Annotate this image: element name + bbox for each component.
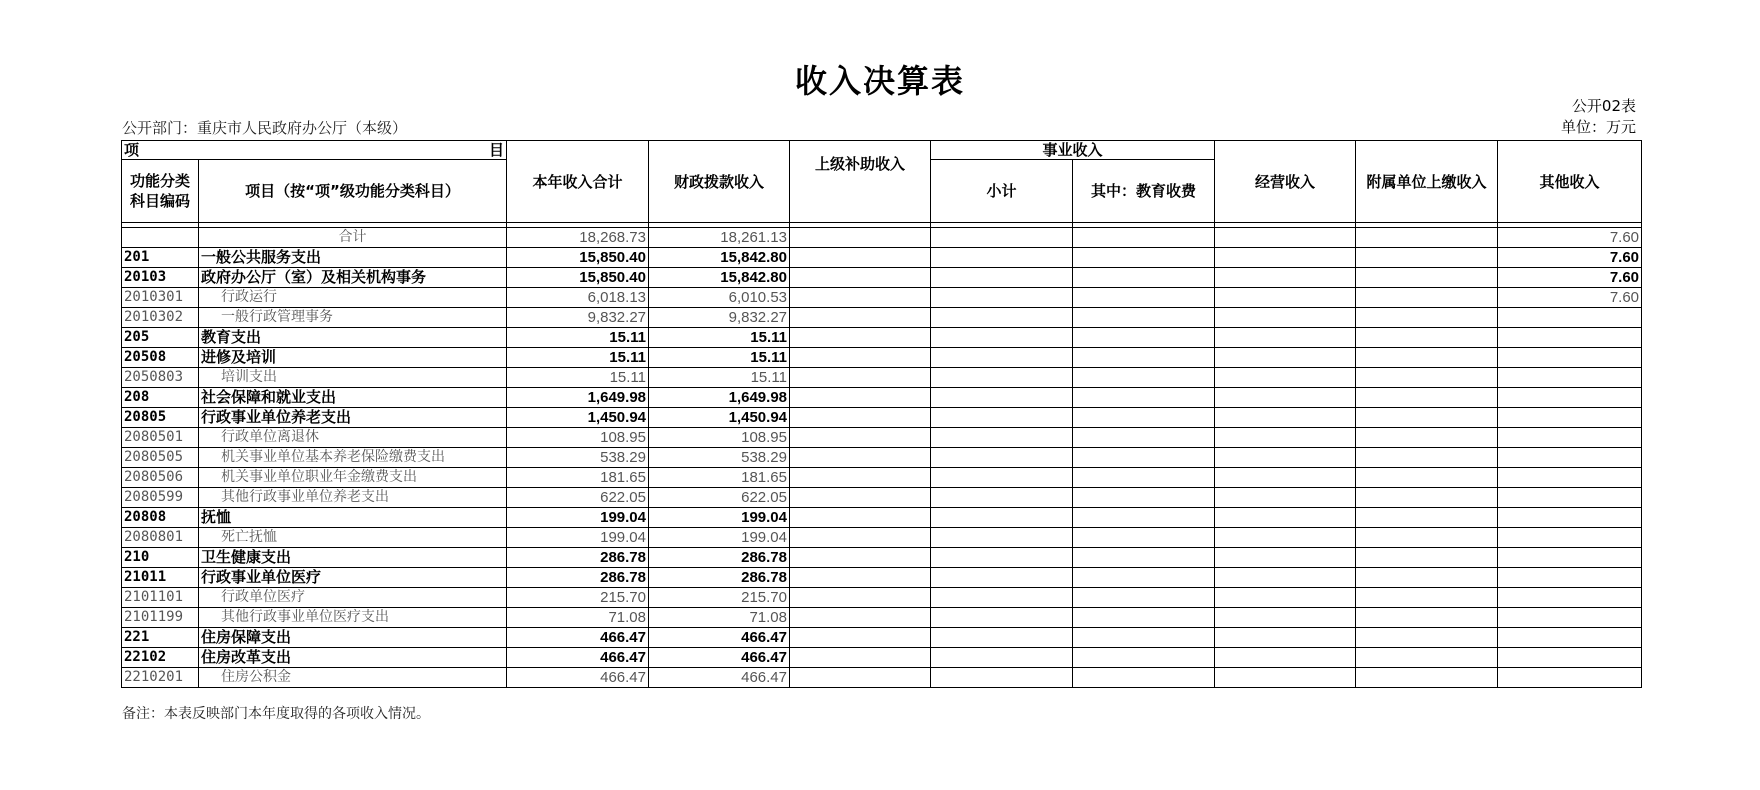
row-fiscal: 622.05 <box>649 488 790 508</box>
row-code: 2050803 <box>122 368 199 388</box>
row-fiscal: 286.78 <box>649 568 790 588</box>
header-affiliated: 附属单位上缴收入 <box>1356 141 1498 223</box>
row-fiscal: 15.11 <box>649 348 790 368</box>
row-operating <box>1215 348 1356 368</box>
row-operating <box>1215 648 1356 668</box>
row-operating <box>1215 588 1356 608</box>
header-superior: 上级补助收入 <box>790 141 931 223</box>
row-operating <box>1215 288 1356 308</box>
row-fiscal: 286.78 <box>649 548 790 568</box>
row-other: 7.60 <box>1498 248 1642 268</box>
row-operating <box>1215 448 1356 468</box>
row-subtotal <box>931 488 1073 508</box>
row-code: 2010302 <box>122 308 199 328</box>
row-superior <box>790 628 931 648</box>
row-other <box>1498 348 1642 368</box>
row-operating <box>1215 408 1356 428</box>
row-total-income: 15.11 <box>507 348 649 368</box>
row-name: 行政事业单位医疗 <box>199 568 507 588</box>
row-subtotal <box>931 588 1073 608</box>
row-fiscal: 9,832.27 <box>649 308 790 328</box>
row-total-income: 1,649.98 <box>507 388 649 408</box>
row-affiliated <box>1356 468 1498 488</box>
row-other <box>1498 568 1642 588</box>
row-edu-fee <box>1073 408 1215 428</box>
row-other <box>1498 608 1642 628</box>
row-edu-fee <box>1073 428 1215 448</box>
row-code: 201 <box>122 248 199 268</box>
row-other: 7.60 <box>1498 268 1642 288</box>
row-other <box>1498 628 1642 648</box>
row-name: 教育支出 <box>199 328 507 348</box>
row-superior <box>790 428 931 448</box>
row-fiscal: 1,450.94 <box>649 408 790 428</box>
row-subtotal <box>931 668 1073 688</box>
row-name: 抚恤 <box>199 508 507 528</box>
row-affiliated <box>1356 308 1498 328</box>
row-affiliated <box>1356 528 1498 548</box>
row-affiliated <box>1356 448 1498 468</box>
row-name: 行政运行 <box>199 288 507 308</box>
row-total-income: 466.47 <box>507 648 649 668</box>
row-code: 205 <box>122 328 199 348</box>
table-row <box>122 308 1642 328</box>
row-subtotal <box>931 288 1073 308</box>
row-name: 住房保障支出 <box>199 628 507 648</box>
row-edu-fee <box>1073 328 1215 348</box>
header-undertaking: 事业收入 <box>931 141 1215 160</box>
row-other <box>1498 308 1642 328</box>
row-name: 行政事业单位养老支出 <box>199 408 507 428</box>
row-operating <box>1215 268 1356 288</box>
row-affiliated <box>1356 628 1498 648</box>
row-subtotal <box>931 508 1073 528</box>
row-name: 死亡抚恤 <box>199 528 507 548</box>
row-total-income: 286.78 <box>507 568 649 588</box>
row-other <box>1498 368 1642 388</box>
table-row <box>122 448 1642 468</box>
row-other <box>1498 548 1642 568</box>
table-row <box>122 348 1642 368</box>
row-fiscal: 181.65 <box>649 468 790 488</box>
row-other <box>1498 388 1642 408</box>
row-edu-fee <box>1073 588 1215 608</box>
row-name: 其他行政事业单位医疗支出 <box>199 608 507 628</box>
header-subtotal: 小计 <box>931 160 1073 223</box>
header-other: 其他收入 <box>1498 141 1642 223</box>
row-affiliated <box>1356 248 1498 268</box>
row-code: 22102 <box>122 648 199 668</box>
row-superior <box>790 248 931 268</box>
department-label: 公开部门：重庆市人民政府办公厅（本级） <box>122 119 408 137</box>
row-operating <box>1215 508 1356 528</box>
row-affiliated <box>1356 588 1498 608</box>
row-superior <box>790 368 931 388</box>
table-row <box>122 568 1642 588</box>
row-affiliated <box>1356 388 1498 408</box>
row-affiliated <box>1356 548 1498 568</box>
row-fiscal: 108.95 <box>649 428 790 448</box>
row-superior <box>790 488 931 508</box>
header-operating: 经营收入 <box>1215 141 1356 223</box>
row-subtotal <box>931 368 1073 388</box>
row-name: 行政单位医疗 <box>199 588 507 608</box>
row-other: 7.60 <box>1498 288 1642 308</box>
row-superior <box>790 668 931 688</box>
row-code: 2080506 <box>122 468 199 488</box>
row-name: 住房改革支出 <box>199 648 507 668</box>
row-total-income: 466.47 <box>507 628 649 648</box>
row-edu-fee <box>1073 228 1215 248</box>
row-superior <box>790 408 931 428</box>
header-edu-fee: 其中：教育收费 <box>1073 160 1215 223</box>
row-total-income: 1,450.94 <box>507 408 649 428</box>
row-code: 20805 <box>122 408 199 428</box>
row-code: 2210201 <box>122 668 199 688</box>
row-total-income: 286.78 <box>507 548 649 568</box>
row-total-income: 466.47 <box>507 668 649 688</box>
row-operating <box>1215 528 1356 548</box>
table-row <box>122 368 1642 388</box>
row-subtotal <box>931 308 1073 328</box>
table-row <box>122 508 1642 528</box>
row-other: 7.60 <box>1498 228 1642 248</box>
row-name: 社会保障和就业支出 <box>199 388 507 408</box>
table-row <box>122 248 1642 268</box>
row-code: 2080501 <box>122 428 199 448</box>
row-code: 20808 <box>122 508 199 528</box>
row-operating <box>1215 568 1356 588</box>
row-affiliated <box>1356 268 1498 288</box>
row-total-income: 199.04 <box>507 528 649 548</box>
row-operating <box>1215 628 1356 648</box>
row-total-income: 15.11 <box>507 328 649 348</box>
row-fiscal: 1,649.98 <box>649 388 790 408</box>
row-edu-fee <box>1073 548 1215 568</box>
row-affiliated <box>1356 488 1498 508</box>
row-fiscal: 6,010.53 <box>649 288 790 308</box>
row-edu-fee <box>1073 668 1215 688</box>
row-other <box>1498 428 1642 448</box>
row-affiliated <box>1356 288 1498 308</box>
row-code: 2101199 <box>122 608 199 628</box>
row-total-income: 15,850.40 <box>507 268 649 288</box>
row-fiscal: 466.47 <box>649 648 790 668</box>
row-other <box>1498 468 1642 488</box>
row-operating <box>1215 248 1356 268</box>
row-subtotal <box>931 568 1073 588</box>
unit-label: 单位：万元 <box>1560 118 1636 136</box>
table-row <box>122 528 1642 548</box>
row-superior <box>790 468 931 488</box>
row-superior <box>790 308 931 328</box>
row-operating <box>1215 368 1356 388</box>
row-subtotal <box>931 648 1073 668</box>
row-total-income: 108.95 <box>507 428 649 448</box>
row-other <box>1498 588 1642 608</box>
row-superior <box>790 328 931 348</box>
row-code: 208 <box>122 388 199 408</box>
row-superior <box>790 288 931 308</box>
row-superior <box>790 388 931 408</box>
row-name: 行政单位离退休 <box>199 428 507 448</box>
row-code: 210 <box>122 548 199 568</box>
row-name: 其他行政事业单位养老支出 <box>199 488 507 508</box>
row-other <box>1498 648 1642 668</box>
income-table <box>121 140 1642 688</box>
row-affiliated <box>1356 648 1498 668</box>
row-operating <box>1215 428 1356 448</box>
row-total-income: 622.05 <box>507 488 649 508</box>
row-superior <box>790 268 931 288</box>
row-superior <box>790 568 931 588</box>
row-total-income: 215.70 <box>507 588 649 608</box>
row-subtotal <box>931 408 1073 428</box>
row-edu-fee <box>1073 528 1215 548</box>
row-edu-fee <box>1073 268 1215 288</box>
row-code: 2101101 <box>122 588 199 608</box>
row-edu-fee <box>1073 388 1215 408</box>
row-code: 21011 <box>122 568 199 588</box>
row-subtotal <box>931 628 1073 648</box>
row-edu-fee <box>1073 628 1215 648</box>
row-subtotal <box>931 448 1073 468</box>
row-total-income: 71.08 <box>507 608 649 628</box>
row-superior <box>790 448 931 468</box>
header-total-income: 本年收入合计 <box>507 141 649 223</box>
row-total-income: 538.29 <box>507 448 649 468</box>
row-edu-fee <box>1073 508 1215 528</box>
row-superior <box>790 548 931 568</box>
row-name: 一般公共服务支出 <box>199 248 507 268</box>
row-edu-fee <box>1073 488 1215 508</box>
row-code: 221 <box>122 628 199 648</box>
row-subtotal <box>931 528 1073 548</box>
row-name: 一般行政管理事务 <box>199 308 507 328</box>
row-fiscal: 15,842.80 <box>649 248 790 268</box>
table-row <box>122 468 1642 488</box>
table-row <box>122 268 1642 288</box>
row-operating <box>1215 228 1356 248</box>
row-fiscal: 466.47 <box>649 628 790 648</box>
header-func-code: 功能分类科目编码 <box>122 160 199 223</box>
row-name: 合计 <box>199 228 507 248</box>
row-affiliated <box>1356 508 1498 528</box>
row-affiliated <box>1356 228 1498 248</box>
row-other <box>1498 408 1642 428</box>
row-operating <box>1215 308 1356 328</box>
footnote: 备注：本表反映部门本年度取得的各项收入情况。 <box>122 706 430 722</box>
row-superior <box>790 588 931 608</box>
row-edu-fee <box>1073 608 1215 628</box>
row-affiliated <box>1356 428 1498 448</box>
row-fiscal: 15.11 <box>649 328 790 348</box>
row-fiscal: 15.11 <box>649 368 790 388</box>
row-edu-fee <box>1073 468 1215 488</box>
row-subtotal <box>931 548 1073 568</box>
row-superior <box>790 528 931 548</box>
row-name: 卫生健康支出 <box>199 548 507 568</box>
table-row <box>122 388 1642 408</box>
row-fiscal: 466.47 <box>649 668 790 688</box>
table-row <box>122 288 1642 308</box>
row-code: 2080801 <box>122 528 199 548</box>
row-affiliated <box>1356 348 1498 368</box>
table-row <box>122 548 1642 568</box>
table-row <box>122 328 1642 348</box>
header-item-name: 项目（按“项”级功能分类科目） <box>199 160 507 223</box>
row-subtotal <box>931 348 1073 368</box>
row-code: 2080599 <box>122 488 199 508</box>
row-fiscal: 199.04 <box>649 508 790 528</box>
row-other <box>1498 448 1642 468</box>
table-row <box>122 228 1642 248</box>
row-operating <box>1215 488 1356 508</box>
row-edu-fee <box>1073 288 1215 308</box>
row-operating <box>1215 328 1356 348</box>
row-fiscal: 199.04 <box>649 528 790 548</box>
row-code: 2080505 <box>122 448 199 468</box>
row-other <box>1498 668 1642 688</box>
row-edu-fee <box>1073 248 1215 268</box>
row-name: 住房公积金 <box>199 668 507 688</box>
table-row <box>122 668 1642 688</box>
row-code: 20103 <box>122 268 199 288</box>
row-operating <box>1215 468 1356 488</box>
row-code: 20508 <box>122 348 199 368</box>
row-affiliated <box>1356 668 1498 688</box>
row-affiliated <box>1356 368 1498 388</box>
form-code: 公开02表 <box>1571 97 1636 115</box>
row-fiscal: 215.70 <box>649 588 790 608</box>
row-subtotal <box>931 248 1073 268</box>
table-row <box>122 588 1642 608</box>
table-row <box>122 648 1642 668</box>
row-superior <box>790 508 931 528</box>
row-subtotal <box>931 328 1073 348</box>
row-affiliated <box>1356 408 1498 428</box>
row-subtotal <box>931 388 1073 408</box>
table-row <box>122 428 1642 448</box>
row-edu-fee <box>1073 348 1215 368</box>
row-subtotal <box>931 468 1073 488</box>
row-edu-fee <box>1073 648 1215 668</box>
row-operating <box>1215 388 1356 408</box>
table-row <box>122 408 1642 428</box>
row-name: 机关事业单位基本养老保险缴费支出 <box>199 448 507 468</box>
row-other <box>1498 508 1642 528</box>
row-total-income: 9,832.27 <box>507 308 649 328</box>
row-operating <box>1215 608 1356 628</box>
row-total-income: 15.11 <box>507 368 649 388</box>
table-row <box>122 628 1642 648</box>
row-fiscal: 15,842.80 <box>649 268 790 288</box>
row-total-income: 181.65 <box>507 468 649 488</box>
row-operating <box>1215 668 1356 688</box>
row-subtotal <box>931 428 1073 448</box>
row-edu-fee <box>1073 368 1215 388</box>
row-superior <box>790 228 931 248</box>
header-item-left: 项 <box>124 141 140 159</box>
header-item-right: 目 <box>488 141 504 159</box>
row-fiscal: 71.08 <box>649 608 790 628</box>
table-row <box>122 608 1642 628</box>
row-superior <box>790 608 931 628</box>
row-edu-fee <box>1073 568 1215 588</box>
row-affiliated <box>1356 568 1498 588</box>
row-fiscal: 538.29 <box>649 448 790 468</box>
row-other <box>1498 328 1642 348</box>
row-name: 进修及培训 <box>199 348 507 368</box>
row-fiscal: 18,261.13 <box>649 228 790 248</box>
row-edu-fee <box>1073 308 1215 328</box>
row-name: 政府办公厅（室）及相关机构事务 <box>199 268 507 288</box>
page-title: 收入决算表 <box>794 62 965 100</box>
table-row <box>122 488 1642 508</box>
row-superior <box>790 348 931 368</box>
row-code <box>122 228 199 248</box>
row-code: 2010301 <box>122 288 199 308</box>
row-operating <box>1215 548 1356 568</box>
header-fiscal: 财政拨款收入 <box>649 141 790 223</box>
row-affiliated <box>1356 608 1498 628</box>
row-total-income: 6,018.13 <box>507 288 649 308</box>
row-subtotal <box>931 608 1073 628</box>
row-total-income: 15,850.40 <box>507 248 649 268</box>
table-body <box>122 223 1642 688</box>
row-total-income: 18,268.73 <box>507 228 649 248</box>
row-total-income: 199.04 <box>507 508 649 528</box>
row-affiliated <box>1356 328 1498 348</box>
header-item-group <box>122 141 507 160</box>
row-edu-fee <box>1073 448 1215 468</box>
row-other <box>1498 488 1642 508</box>
row-subtotal <box>931 228 1073 248</box>
row-other <box>1498 528 1642 548</box>
row-name: 机关事业单位职业年金缴费支出 <box>199 468 507 488</box>
row-name: 培训支出 <box>199 368 507 388</box>
row-superior <box>790 648 931 668</box>
row-subtotal <box>931 268 1073 288</box>
